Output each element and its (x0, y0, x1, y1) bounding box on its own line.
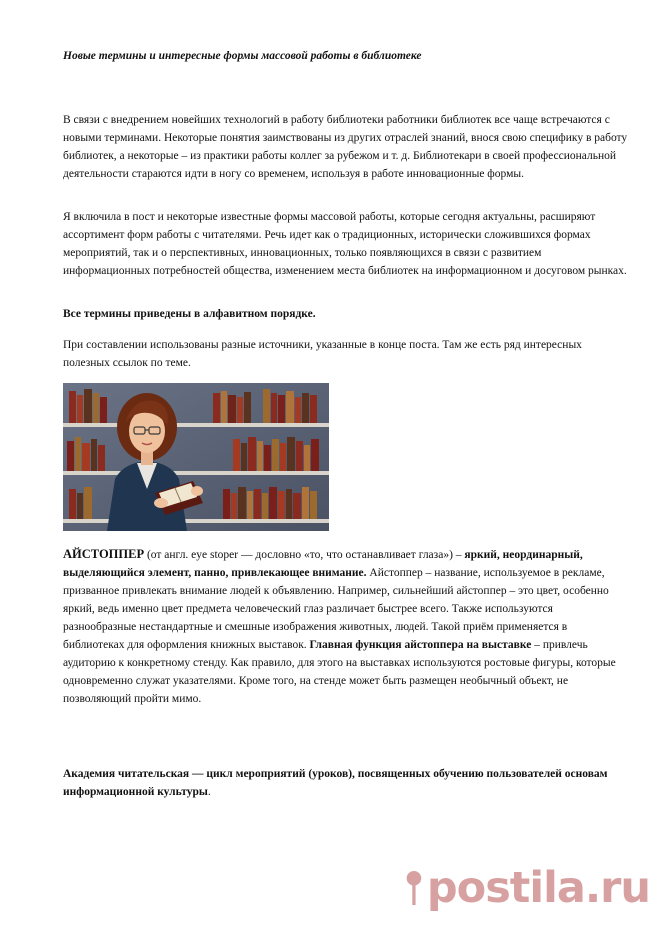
term-eyestopper-title: АЙСТОППЕР (63, 547, 145, 561)
alphabetical-note: Все термины приведены в алфавитном порядке. (63, 308, 316, 320)
term-eyestopper-text-1: Айстоппер – название, используемое в рекламе, призванное привлекать внимание людей к объявлению. Например, сильнейший айстоппер – это цвет, особенно яркий, ведь именно цвет предмета человеческий глаз различает быстрее всего. Также используются разнообразные нестандартные и смешные изображения животных, людей. Такой приём применяется в библиотеках для оформления книжных выставок. (63, 567, 609, 651)
term-eyestopper-function: Главная функция айстоппера на выставке (309, 639, 532, 651)
watermark-text: postila.ru (426, 862, 650, 913)
pin-icon (405, 865, 423, 911)
intro-paragraph-1: В связи с внедрением новейших технологий в работу библиотеки работники библиотек все чаще встречаются с новыми терминами. Некоторые понятия заимствованы из других отраслей знаний, внося свою специфику в работу библиотек, а некоторые – из практики работы коллег за рубежом и т. д. Библиотекари в своей профессиональной деятельности стараются идти в ногу со временем, используя в работе инновационные формы. (63, 114, 628, 180)
term-academy-end: . (207, 786, 211, 798)
term-eyestopper-text-2: – привлечь аудиторию к конкретному стенду. Как правило, для этого на выставках используются ростовые фигуры, которые одновременно служат указателями. Кроме того, на стенде может быть размещен необычный объект, не позволяющий пройти мимо. (63, 639, 616, 705)
term-academy-text: Академия читательская — цикл мероприятий (уроков), посвященных обучению пользователей основам информационной культуры (63, 768, 608, 798)
term-academy (63, 765, 629, 801)
document-title: Новые термины и интересные формы массовой работы в библиотеке (63, 50, 422, 62)
sources-note: При составлении использованы разные источники, указанные в конце поста. Там же есть ряд интересных полезных ссылок по теме. (63, 339, 582, 369)
intro-paragraph-2: Я включила в пост и некоторые известные формы массовой работы, которые сегодня актуальны, расширяют ассортимент форм работы с читателями. Речь идет как о традиционных, исторически сложившихся формах мероприятий, так и о перспективных, инновационных, только появляющихся в связи с развитием информационных потребностей общества, изменением места библиотек на информационном и досуговом рынках. (63, 211, 627, 277)
term-eyestopper (63, 545, 629, 708)
term-eyestopper-definition: яркий, неординарный, выделяющийся элемент, панно, привлекающее внимание. (63, 549, 583, 579)
term-eyestopper-origin: (от англ. eye stoper — дословно «то, что останавливает глаза») – (144, 549, 465, 561)
postila-watermark (405, 862, 650, 914)
librarian-illustration (63, 383, 329, 531)
